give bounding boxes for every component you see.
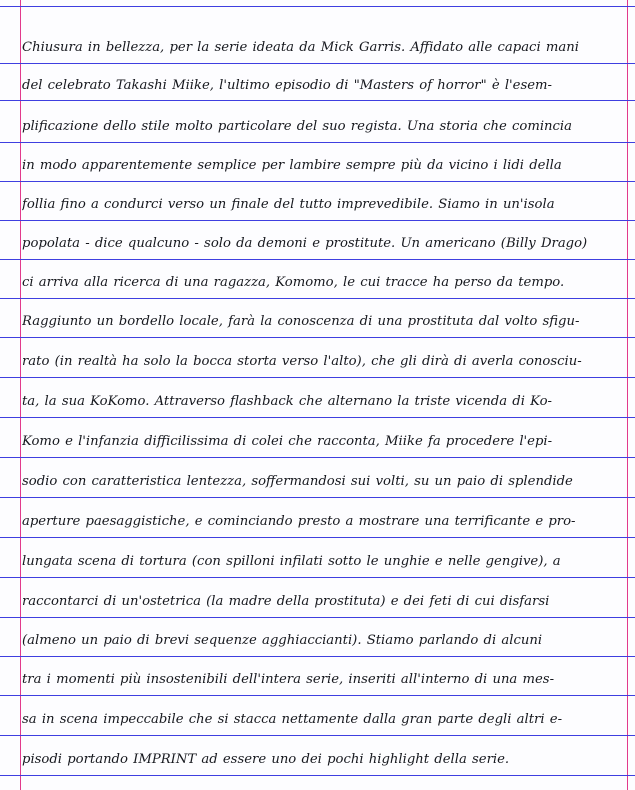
ruled-line — [0, 181, 635, 182]
ruled-line — [0, 617, 635, 618]
text-line: plificazione dello stile molto particolare del suo regista. Una storia che comincia — [22, 119, 573, 134]
ruled-line — [0, 6, 635, 7]
text-line: popolata - dice qualcuno - solo da demoni e prostitute. Un americano (Billy Drago) — [22, 236, 588, 251]
ruled-line — [0, 735, 635, 736]
text-line: rato (in realtà ha solo la bocca storta verso l'alto), che gli dirà di averla conosciu- — [22, 354, 582, 369]
text-line: ci arriva alla ricerca di una ragazza, Komomo, le cui tracce ha perso da tempo. — [22, 275, 565, 290]
text-line: (almeno un paio di brevi sequenze agghiaccianti). Stiamo parlando di alcuni — [22, 633, 543, 648]
text-line: ta, la sua KoKomo. Attraverso flashback che alternano la triste vicenda di Ko- — [22, 394, 553, 409]
text-line: Komo e l'infanzia difficilissima di colei che racconta, Miike fa procedere l'epi- — [22, 434, 553, 449]
text-line: lungata scena di tortura (con spilloni infilati sotto le unghie e nelle gengive), a — [22, 554, 561, 569]
text-line: Chiusura in bellezza, per la serie ideata da Mick Garris. Affidato alle capaci mani — [22, 40, 579, 55]
text-line: follia fino a condurci verso un finale del tutto imprevedibile. Siamo in un'isola — [22, 197, 555, 212]
text-line: del celebrato Takashi Miike, l'ultimo episodio di "Masters of horror" è l'esem- — [22, 78, 552, 93]
ruled-line — [0, 259, 635, 260]
text-line: aperture paesaggistiche, e cominciando presto a mostrare una terrificante e pro- — [22, 514, 576, 529]
ruled-line — [0, 63, 635, 64]
text-line: Raggiunto un bordello locale, farà la conoscenza di una prostituta dal volto sfigu- — [22, 314, 580, 329]
ruled-line — [0, 457, 635, 458]
text-line: tra i momenti più insostenibili dell'intera serie, inseriti all'interno di una mes- — [22, 672, 555, 687]
text-line: sodio con caratteristica lentezza, soffermandosi sui volti, su un paio di splendide — [22, 474, 573, 489]
ruled-line — [0, 695, 635, 696]
ruled-line — [0, 537, 635, 538]
ruled-line — [0, 377, 635, 378]
ruled-line — [0, 298, 635, 299]
left-margin-line — [20, 0, 21, 790]
text-line: pisodi portando IMPRINT ad essere uno dei pochi highlight della serie. — [22, 752, 510, 767]
ruled-line — [0, 417, 635, 418]
ruled-line — [0, 577, 635, 578]
ruled-line — [0, 497, 635, 498]
ruled-line — [0, 775, 635, 776]
text-line: raccontarci di un'ostetrica (la madre della prostituta) e dei feti di cui disfarsi — [22, 594, 550, 609]
ruled-line — [0, 337, 635, 338]
ruled-line — [0, 220, 635, 221]
text-line: in modo apparentemente semplice per lambire sempre più da vicino i lidi della — [22, 158, 562, 173]
text-line: sa in scena impeccabile che si stacca nettamente dalla gran parte degli altri e- — [22, 712, 563, 727]
ruled-line — [0, 142, 635, 143]
right-margin-line — [627, 0, 628, 790]
ruled-line — [0, 656, 635, 657]
